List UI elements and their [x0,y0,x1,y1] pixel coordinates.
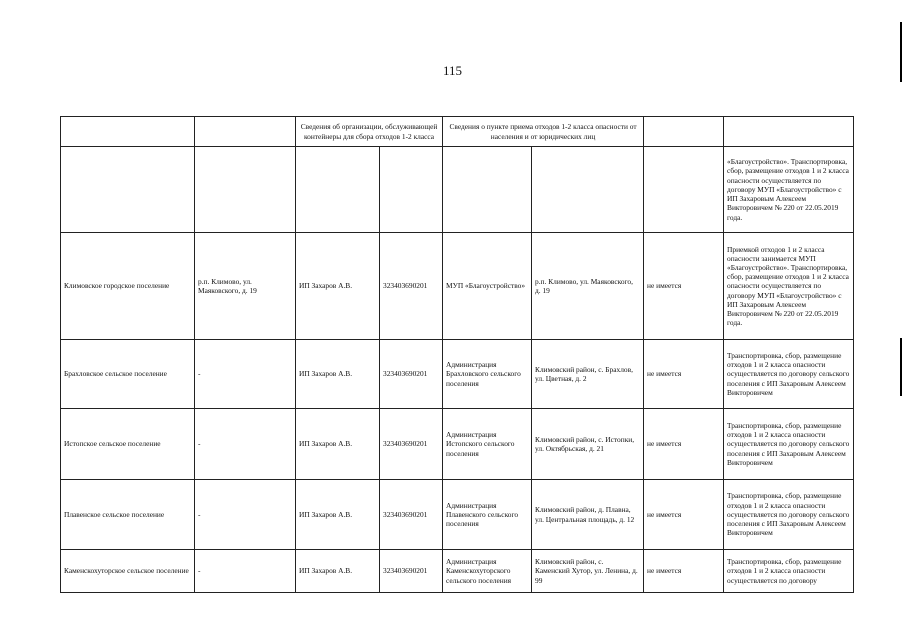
header-collection-point-info: Сведения о пункте приема отходов 1-2 класса опасности от населения и от юридических лиц [443,117,644,147]
header-license [644,117,724,147]
cell-note: «Благоустройство». Транспортировка, сбор, размещение отходов 1 и 2 класса опасности осуществляется по договору МУП «Благоустройство» с ИП Захаровым Алексеем Викторовичем № 220 от 22.05.2019 года. [724,147,854,233]
header-address [195,117,296,147]
page-number: 115 [442,63,463,78]
cell-note: Транспортировка, сбор, размещение отходов 1 и 2 класса опасности осуществляется по договору сельского поселения с ИП Захаровым Алексеем Викторовичем [724,340,854,409]
table-header-row [61,117,854,147]
cell-org-name: ИП Захаров А.В. [296,340,380,409]
cell-settlement: Плавенское сельское поселение [61,480,195,550]
cell-license: не имеется [644,233,724,340]
cell-point-address: Климовский район, с. Каменский Хутор, ул. Ленина, д. 99 [532,550,644,593]
cell-settlement: Каменскохуторское сельское поселение [61,550,195,593]
cell-point-name: Администрация Каменскохуторского сельского поселения [443,550,532,593]
cell-note: Транспортировка, сбор, размещение отходов 1 и 2 класса опасности осуществляется по договору [724,550,854,593]
scan-edge-mark [900,22,902,82]
cell-org-name: ИП Захаров А.В. [296,233,380,340]
table-row [61,340,854,409]
cell-license: не имеется [644,480,724,550]
scan-edge-mark [900,338,902,396]
cell-inn: 323403690201 [380,409,443,480]
cell-note: Приемкой отходов 1 и 2 класса опасности занимается МУП «Благоустройство». Транспортировка, сбор, размещение отходов 1 и 2 класса опасности осуществляется по договору МУП «Благоустройство» с ИП Захаровым Алексеем Викторовичем № 220 от 22.05.2019 года. [724,233,854,340]
header-organization-info: Сведения об организации, обслуживающей контейнеры для сбора отходов 1-2 класса [296,117,443,147]
cell-point-address: р.п. Климово, ул. Маяковского, д. 19 [532,233,644,340]
cell-point-name: МУП «Благоустройство» [443,233,532,340]
header-note [724,117,854,147]
table-row [61,550,854,593]
cell-org-name: ИП Захаров А.В. [296,550,380,593]
cell-inn [380,147,443,233]
cell-address: - [195,409,296,480]
cell-point-address: Климовский район, д. Плавна, ул. Центральная площадь, д. 12 [532,480,644,550]
cell-settlement [61,147,195,233]
cell-license [644,147,724,233]
cell-settlement: Брахловское сельское поселение [61,340,195,409]
cell-address [195,147,296,233]
cell-address: - [195,340,296,409]
cell-note: Транспортировка, сбор, размещение отходов 1 и 2 класса опасности осуществляется по договору сельского поселения с ИП Захаровым Алексеем Викторовичем [724,409,854,480]
cell-point-name: Администрация Плавенского сельского поселения [443,480,532,550]
table-row [61,147,854,233]
cell-point-name [443,147,532,233]
cell-license: не имеется [644,409,724,480]
cell-note: Транспортировка, сбор, размещение отходов 1 и 2 класса опасности осуществляется по договору сельского поселения с ИП Захаровым Алексеем Викторовичем [724,480,854,550]
cell-point-name: Администрация Брахловского сельского поселения [443,340,532,409]
cell-inn: 323403690201 [380,480,443,550]
cell-org-name: ИП Захаров А.В. [296,409,380,480]
cell-point-name: Администрация Истопского сельского поселения [443,409,532,480]
cell-address: - [195,550,296,593]
cell-point-address: Климовский район, с. Брахлов, ул. Цветная, д. 2 [532,340,644,409]
cell-org-name: ИП Захаров А.В. [296,480,380,550]
table-row [61,233,854,340]
cell-address: - [195,480,296,550]
cell-settlement: Климовское городское поселение [61,233,195,340]
cell-org-name [296,147,380,233]
waste-collection-table [60,116,854,593]
cell-inn: 323403690201 [380,340,443,409]
cell-point-address: Климовский район, с. Истопки, ул. Октябрьская, д. 21 [532,409,644,480]
cell-license: не имеется [644,340,724,409]
cell-inn: 323403690201 [380,233,443,340]
cell-inn: 323403690201 [380,550,443,593]
cell-point-address [532,147,644,233]
cell-settlement: Истопское сельское поселение [61,409,195,480]
cell-address: р.п. Климово, ул. Маяковского, д. 19 [195,233,296,340]
table-row [61,409,854,480]
table-row [61,480,854,550]
header-settlement [61,117,195,147]
cell-license: не имеется [644,550,724,593]
